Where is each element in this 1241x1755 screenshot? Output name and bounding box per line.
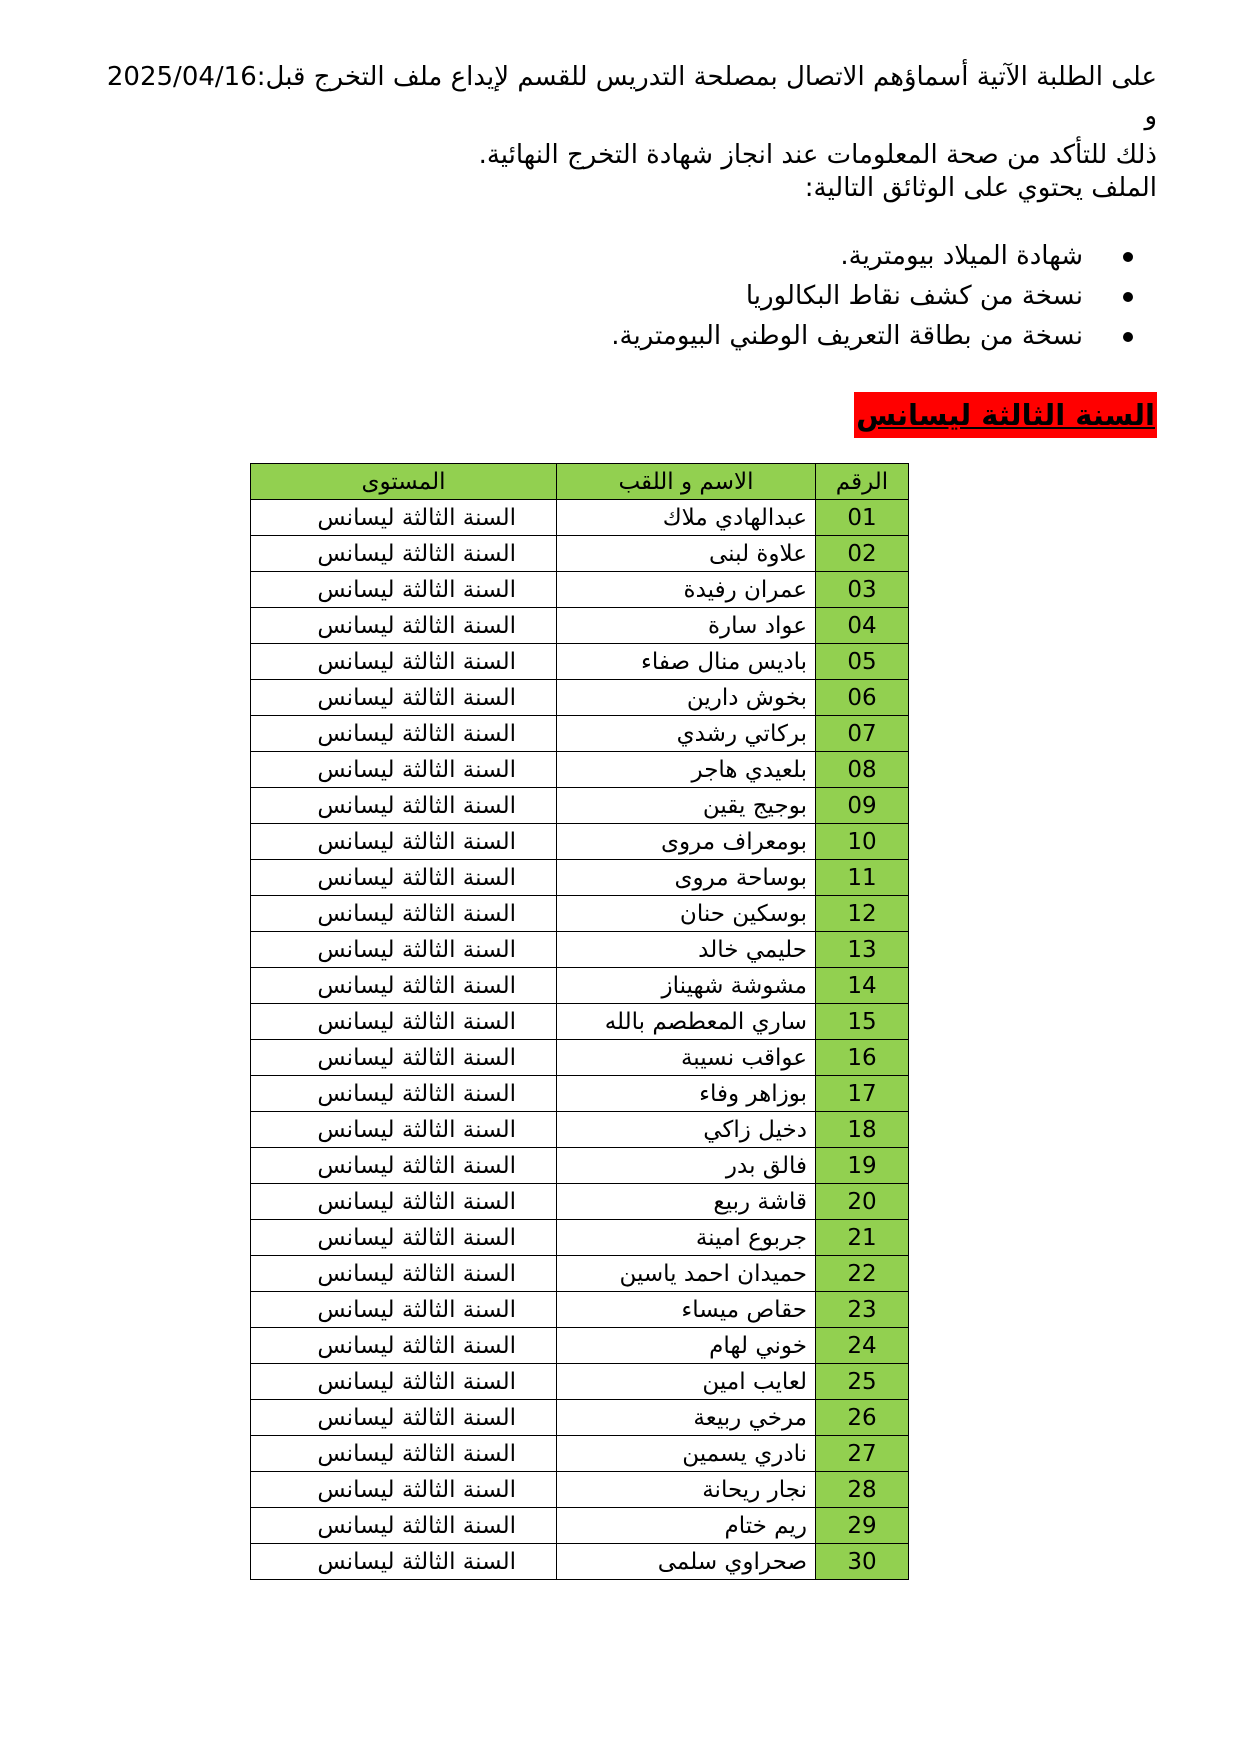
- row-number: 10: [816, 824, 909, 860]
- row-number: 02: [816, 536, 909, 572]
- table-row: [251, 1076, 909, 1112]
- table-row: [251, 824, 909, 860]
- row-name: صحراوي سلمى: [557, 1544, 816, 1580]
- row-number: 30: [816, 1544, 909, 1580]
- row-level: السنة الثالثة ليسانس: [251, 824, 557, 860]
- row-name: بوساحة مروى: [557, 860, 816, 896]
- table-header-row: [251, 464, 909, 500]
- row-name: خوني لهام: [557, 1328, 816, 1364]
- row-number: 06: [816, 680, 909, 716]
- row-name: عواقب نسيبة: [557, 1040, 816, 1076]
- row-level: السنة الثالثة ليسانس: [251, 788, 557, 824]
- documents-list: [611, 236, 1157, 356]
- row-number: 19: [816, 1148, 909, 1184]
- row-level: السنة الثالثة ليسانس: [251, 500, 557, 536]
- row-number: 25: [816, 1364, 909, 1400]
- row-number: 07: [816, 716, 909, 752]
- row-name: قاشة ربيع: [557, 1184, 816, 1220]
- row-level: السنة الثالثة ليسانس: [251, 716, 557, 752]
- row-number: 04: [816, 608, 909, 644]
- row-number: 22: [816, 1256, 909, 1292]
- row-level: السنة الثالثة ليسانس: [251, 1472, 557, 1508]
- row-level: السنة الثالثة ليسانس: [251, 860, 557, 896]
- intro-line-1: على الطلبة الآتية أسماؤهم الاتصال بمصلحة التدريس للقسم لإيداع ملف التخرج قبل:2025/04/16 و: [106, 62, 1157, 131]
- row-name: بومعراف مروى: [557, 824, 816, 860]
- table-row: [251, 1472, 909, 1508]
- row-number: 03: [816, 572, 909, 608]
- document-item: نسخة من بطاقة التعريف الوطني البيومترية.: [611, 316, 1157, 356]
- documents-heading: الملف يحتوي على الوثائق التالية:: [804, 173, 1157, 203]
- row-number: 13: [816, 932, 909, 968]
- row-name: لعايب امين: [557, 1364, 816, 1400]
- row-number: 14: [816, 968, 909, 1004]
- table-row: [251, 1400, 909, 1436]
- row-level: السنة الثالثة ليسانس: [251, 932, 557, 968]
- header-number: الرقم: [816, 464, 909, 500]
- row-number: 01: [816, 500, 909, 536]
- row-level: السنة الثالثة ليسانس: [251, 1292, 557, 1328]
- row-name: مشوشة شهيناز: [557, 968, 816, 1004]
- row-level: السنة الثالثة ليسانس: [251, 536, 557, 572]
- row-name: دخيل زاكي: [557, 1112, 816, 1148]
- table-row: [251, 716, 909, 752]
- row-level: السنة الثالثة ليسانس: [251, 1076, 557, 1112]
- table-row: [251, 860, 909, 896]
- row-level: السنة الثالثة ليسانس: [251, 1400, 557, 1436]
- row-name: حميدان احمد ياسين: [557, 1256, 816, 1292]
- table-row: [251, 752, 909, 788]
- bullet-icon: [1123, 292, 1133, 302]
- table-row: [251, 1292, 909, 1328]
- row-name: بوزاهر وفاء: [557, 1076, 816, 1112]
- row-level: السنة الثالثة ليسانس: [251, 1004, 557, 1040]
- intro-paragraph: [95, 58, 1157, 175]
- bullet-icon: [1123, 332, 1133, 342]
- row-level: السنة الثالثة ليسانس: [251, 572, 557, 608]
- row-name: ساري المعطصم بالله: [557, 1004, 816, 1040]
- row-level: السنة الثالثة ليسانس: [251, 644, 557, 680]
- row-number: 27: [816, 1436, 909, 1472]
- table-row: [251, 1436, 909, 1472]
- table-row: [251, 500, 909, 536]
- row-number: 16: [816, 1040, 909, 1076]
- row-level: السنة الثالثة ليسانس: [251, 896, 557, 932]
- row-number: 08: [816, 752, 909, 788]
- row-level: السنة الثالثة ليسانس: [251, 608, 557, 644]
- row-name: جربوع امينة: [557, 1220, 816, 1256]
- row-name: نجار ريحانة: [557, 1472, 816, 1508]
- row-name: بركاتي رشدي: [557, 716, 816, 752]
- row-level: السنة الثالثة ليسانس: [251, 1364, 557, 1400]
- table-row: [251, 608, 909, 644]
- row-name: مرخي ربيعة: [557, 1400, 816, 1436]
- table-row: [251, 644, 909, 680]
- row-number: 11: [816, 860, 909, 896]
- row-number: 21: [816, 1220, 909, 1256]
- row-number: 28: [816, 1472, 909, 1508]
- row-name: بوجيج يقين: [557, 788, 816, 824]
- row-level: السنة الثالثة ليسانس: [251, 680, 557, 716]
- students-table: [250, 463, 909, 1580]
- row-level: السنة الثالثة ليسانس: [251, 1328, 557, 1364]
- row-level: السنة الثالثة ليسانس: [251, 1436, 557, 1472]
- table-row: [251, 1544, 909, 1580]
- table-row: [251, 1184, 909, 1220]
- row-name: حليمي خالد: [557, 932, 816, 968]
- row-level: السنة الثالثة ليسانس: [251, 1112, 557, 1148]
- row-level: السنة الثالثة ليسانس: [251, 1256, 557, 1292]
- row-name: نادري يسمين: [557, 1436, 816, 1472]
- row-level: السنة الثالثة ليسانس: [251, 1040, 557, 1076]
- row-level: السنة الثالثة ليسانس: [251, 1148, 557, 1184]
- row-name: باديس منال صفاء: [557, 644, 816, 680]
- intro-line-2: ذلك للتأكد من صحة المعلومات عند انجاز شهادة التخرج النهائية.: [478, 140, 1157, 170]
- section-title: السنة الثالثة ليسانس: [854, 392, 1157, 438]
- row-number: 23: [816, 1292, 909, 1328]
- row-level: السنة الثالثة ليسانس: [251, 752, 557, 788]
- table-row: [251, 1364, 909, 1400]
- table-row: [251, 1328, 909, 1364]
- header-name: الاسم و اللقب: [557, 464, 816, 500]
- row-number: 29: [816, 1508, 909, 1544]
- row-number: 24: [816, 1328, 909, 1364]
- table-row: [251, 1004, 909, 1040]
- row-number: 12: [816, 896, 909, 932]
- row-number: 17: [816, 1076, 909, 1112]
- row-name: عبدالهادي ملاك: [557, 500, 816, 536]
- table-row: [251, 788, 909, 824]
- header-level: المستوى: [251, 464, 557, 500]
- row-name: حقاص ميساء: [557, 1292, 816, 1328]
- row-name: علاوة لبنى: [557, 536, 816, 572]
- table-row: [251, 1256, 909, 1292]
- row-level: السنة الثالثة ليسانس: [251, 1544, 557, 1580]
- table-row: [251, 1220, 909, 1256]
- table-row: [251, 1148, 909, 1184]
- document-item: نسخة من كشف نقاط البكالوريا: [611, 276, 1157, 316]
- table-row: [251, 932, 909, 968]
- table-row: [251, 572, 909, 608]
- row-number: 15: [816, 1004, 909, 1040]
- row-number: 26: [816, 1400, 909, 1436]
- row-number: 18: [816, 1112, 909, 1148]
- table-row: [251, 1112, 909, 1148]
- table-row: [251, 896, 909, 932]
- table-row: [251, 536, 909, 572]
- table-row: [251, 680, 909, 716]
- row-number: 09: [816, 788, 909, 824]
- row-name: بلعيدي هاجر: [557, 752, 816, 788]
- row-name: ريم ختام: [557, 1508, 816, 1544]
- document-item: شهادة الميلاد بيومترية.: [611, 236, 1157, 276]
- table-row: [251, 1040, 909, 1076]
- table-row: [251, 968, 909, 1004]
- table-row: [251, 1508, 909, 1544]
- row-name: عمران رفيدة: [557, 572, 816, 608]
- row-level: السنة الثالثة ليسانس: [251, 1220, 557, 1256]
- row-number: 20: [816, 1184, 909, 1220]
- row-name: بخوش دارين: [557, 680, 816, 716]
- row-number: 05: [816, 644, 909, 680]
- row-level: السنة الثالثة ليسانس: [251, 968, 557, 1004]
- bullet-icon: [1123, 252, 1133, 262]
- row-name: عواد سارة: [557, 608, 816, 644]
- row-level: السنة الثالثة ليسانس: [251, 1184, 557, 1220]
- row-level: السنة الثالثة ليسانس: [251, 1508, 557, 1544]
- row-name: فالق بدر: [557, 1148, 816, 1184]
- row-name: بوسكين حنان: [557, 896, 816, 932]
